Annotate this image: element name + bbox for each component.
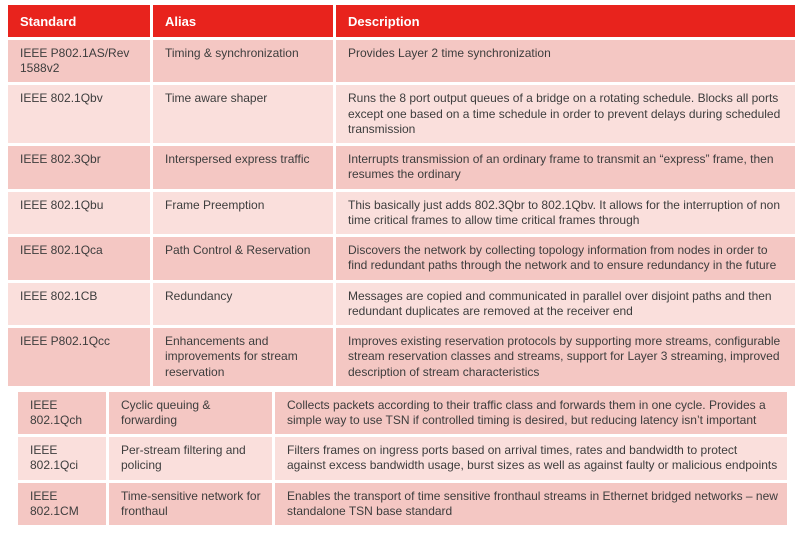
alias-cell: Time-sensitive network for fronthaul [109, 483, 272, 525]
table-row [8, 40, 795, 82]
header-alias: Alias [153, 5, 333, 37]
description-cell: This basically just adds 802.3Qbr to 802.1Qbv. It allows for the interruption of non time critical frames to allow time critical frames through [336, 192, 795, 234]
standard-cell: IEEE 802.1Qbu [8, 192, 150, 234]
table-row [18, 392, 787, 434]
alias-cell: Time aware shaper [153, 85, 333, 143]
alias-cell: Path Control & Reservation [153, 237, 333, 279]
table-row [8, 192, 795, 234]
description-cell: Discovers the network by collecting topology information from nodes in order to find redundant paths through the network and to ensure redundancy in the future [336, 237, 795, 279]
table-row [8, 237, 795, 279]
description-cell: Filters frames on ingress ports based on arrival times, rates and bandwidth to protect against excess bandwidth usage, burst sizes as well as against faulty or malicious endpoints [275, 437, 787, 479]
standard-cell: IEEE P802.1AS/Rev 1588v2 [8, 40, 150, 82]
description-cell: Provides Layer 2 time synchronization [336, 40, 795, 82]
tsn-standards-table-upper [5, 2, 798, 389]
alias-cell: Per-stream filtering and policing [109, 437, 272, 479]
alias-cell: Enhancements and improvements for stream reservation [153, 328, 333, 386]
description-cell: Enables the transport of time sensitive fronthaul streams in Ethernet bridged networks – new standalone TSN base standard [275, 483, 787, 525]
tsn-standards-table-lower [15, 389, 790, 528]
description-cell: Messages are copied and communicated in parallel over disjoint paths and then redundant duplicates are removed at the receiver end [336, 283, 795, 325]
table-row [8, 328, 795, 386]
description-cell: Collects packets according to their traffic class and forwards them in one cycle. Provides a simple way to use TSN if controlled timing is desired, but reducing latency isn’t important [275, 392, 787, 434]
alias-cell: Frame Preemption [153, 192, 333, 234]
alias-cell: Timing & synchronization [153, 40, 333, 82]
table-row [8, 146, 795, 188]
header-standard: Standard [8, 5, 150, 37]
alias-cell: Redundancy [153, 283, 333, 325]
standard-cell: IEEE 802.1Qch [18, 392, 106, 434]
alias-cell: Cyclic queuing & forwarding [109, 392, 272, 434]
table-row [8, 85, 795, 143]
description-cell: Runs the 8 port output queues of a bridge on a rotating schedule. Blocks all ports except one based on a time schedule in order to prevent delays during scheduled transmission [336, 85, 795, 143]
alias-cell: Interspersed express traffic [153, 146, 333, 188]
description-cell: Improves existing reservation protocols by supporting more streams, configurable stream reservation classes and streams, support for Layer 3 streaming, improved description of stream characteristics [336, 328, 795, 386]
table-row [18, 437, 787, 479]
standard-cell: IEEE 802.1CM [18, 483, 106, 525]
description-cell: Interrupts transmission of an ordinary frame to transmit an “express” frame, then resumes the ordinary [336, 146, 795, 188]
standard-cell: IEEE 802.1CB [8, 283, 150, 325]
header-row [8, 5, 795, 37]
header-description: Description [336, 5, 795, 37]
table-row [8, 283, 795, 325]
standard-cell: IEEE 802.1Qca [8, 237, 150, 279]
standard-cell: IEEE 802.1Qci [18, 437, 106, 479]
standard-cell: IEEE P802.1Qcc [8, 328, 150, 386]
standard-cell: IEEE 802.1Qbv [8, 85, 150, 143]
table-row [18, 483, 787, 525]
standard-cell: IEEE 802.3Qbr [8, 146, 150, 188]
